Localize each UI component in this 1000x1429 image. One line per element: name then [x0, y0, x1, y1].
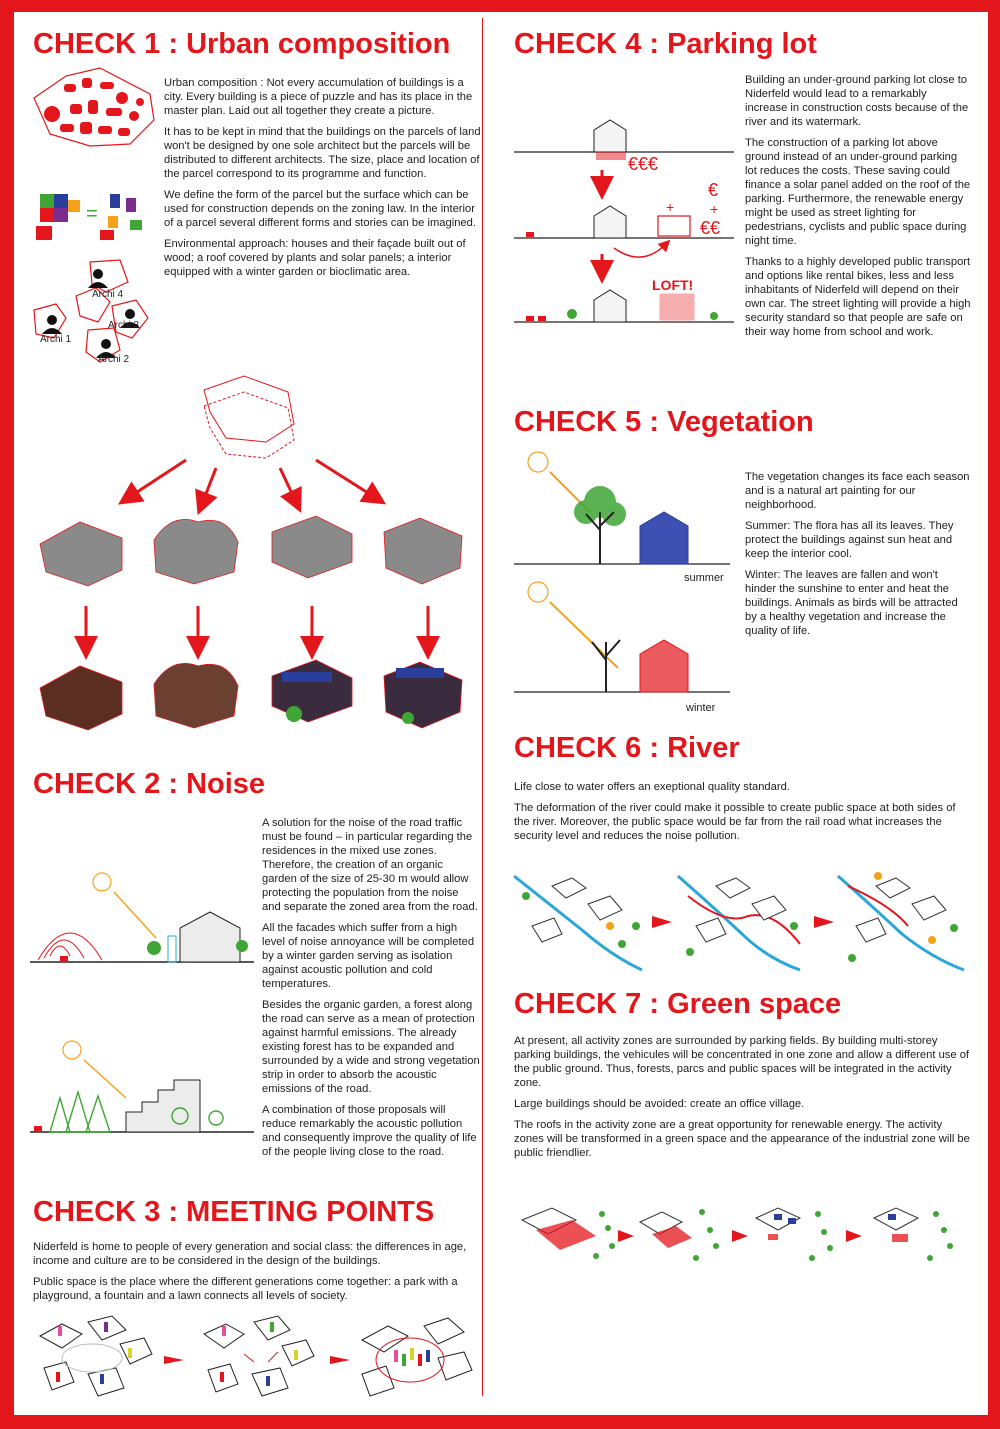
- check2-paragraph: Besides the organic garden, a forest along the road can serve as a mean of protection against harmful emissions. The already existing forest has to be expanded and surrounded by a wide and strong vegetation strip in order to absorb the acoustic emissions of the road.: [262, 999, 480, 1095]
- check6-paragraph: Life close to water offers an exeptional quality standard.: [514, 781, 790, 793]
- check5-paragraph: The vegetation changes its face each season and is a natural art painting for our neighborhood.: [745, 471, 970, 511]
- river-diagram: [512, 866, 974, 978]
- check1-paragraph: Environmental approach: houses and their façade built out of wood; a roof covered by plants and solar panels; a interior equipped with a winter garden or bioclimatic area.: [164, 238, 466, 278]
- building-volume-diagram: [26, 372, 476, 754]
- check1-paragraph: We define the form of the parcel but the surface which can be used for construction depends on the zoning law. In the interior of a parcel several different forms and stories can be imagined.: [164, 189, 476, 229]
- check6-text: [514, 780, 970, 850]
- check7-paragraph: Large buildings should be avoided: create an office village.: [514, 1098, 805, 1110]
- check3-paragraph: Public space is the place where the different generations come together: a park with a playground, a fountain and a lawn connects all levels of society.: [33, 1276, 458, 1302]
- meeting-points-diagram: [32, 1312, 478, 1402]
- vegetation-diagram: [514, 446, 730, 696]
- check4-title: CHECK 4 : Parking lot: [514, 28, 817, 60]
- archi-label: Archi 4: [92, 289, 124, 300]
- check5-paragraph: Summer: The flora has all its leaves. They protect the buildings against sun heat and keep the interior cool.: [745, 520, 954, 560]
- plus-label: +: [666, 199, 675, 215]
- check1-text: [164, 76, 482, 286]
- check4-paragraph: The construction of a parking lot above ground instead of an under-ground parking lot reduces the costs. These saving could finance a solar panel added on the roof of the parking. Furthermore, the renewable energy might be used as street lighting for pedestrians, cyclists and public space during night time.: [745, 137, 971, 247]
- green-space-diagram: [512, 1200, 974, 1272]
- check5-paragraph: Winter: The leaves are fallen and won't hinder the sunshine to enter and heat the buildings. Animals as birds will be attracted by a healthy vegetation and increase the quality of life.: [745, 569, 958, 637]
- check3-text: [33, 1240, 475, 1310]
- check3-title: CHECK 3 : MEETING POINTS: [33, 1196, 435, 1228]
- architects-figure: [30, 258, 156, 366]
- check4-paragraph: Building an under-ground parking lot close to Niderfeld would lead to a remarkably increase in construction costs because of the river and its watermark.: [745, 74, 969, 128]
- check1-paragraph: Urban composition : Not every accumulation of buildings is a city. Every building is a piece of puzzle and has its place in the master plan. Laid out all together they create a picture.: [164, 77, 473, 117]
- check7-text: [514, 1034, 970, 1167]
- loft-label: LOFT!: [652, 277, 694, 293]
- check2-text: [262, 816, 480, 1166]
- check1-paragraph: It has to be kept in mind that the buildings on the parcels of land won't be designed by one sole architect but the parcels will be distributed to different architects. The size, place and location of the parcel correspond to its programme and function.: [164, 126, 481, 180]
- check2-title: CHECK 2 : Noise: [33, 768, 266, 800]
- archi-label: Archi 1: [40, 334, 72, 345]
- euro-1-label: €: [708, 180, 719, 200]
- check2-paragraph: A combination of those proposals will reduce remarkably the acoustic pollution and consequently improve the quality of life of the people living close to the road.: [262, 1104, 477, 1158]
- euro-2-label: €€: [700, 218, 721, 238]
- noise-garden-figure: [30, 866, 254, 970]
- check6-paragraph: The deformation of the river could make it possible to create public space at both sides of the river. Moreover, the public space would be far from the rail road what increases the security level and reduces the noise pollution.: [514, 802, 956, 842]
- plus-label: +: [710, 201, 719, 217]
- check7-paragraph: At present, all activity zones are surrounded by parking fields. By building multi-storey parking buildings, the vehicules will be concentrated in one zone and allow a different use of the public ground. Thus, forests, parcs and public spaces will be integrated in the activity zone.: [514, 1035, 970, 1089]
- column-divider: [482, 18, 483, 1396]
- check2-paragraph: A solution for the noise of the road traffic must be found – in particular regarding the residences in the mixed use zones. Therefore, the creation of an organic garden of the size of 25-30 m would allow protecting the population from the noise and separate the zoned area from the road.: [262, 817, 478, 913]
- archi-label: Archi 3: [108, 320, 140, 331]
- archi-label: Archi 2: [98, 354, 130, 365]
- check7-paragraph: The roofs in the activity zone are a great opportunity for renewable energy. The activity zones will be transformed in a green space and the appearance of the industrial zone will be public friendlier.: [514, 1119, 970, 1159]
- svg-text:=: =: [86, 203, 98, 225]
- summer-label: summer: [684, 572, 724, 584]
- puzzle-figure: [34, 190, 150, 244]
- parking-lot-diagram: [514, 112, 734, 328]
- check6-title: CHECK 6 : River: [514, 732, 740, 764]
- check7-title: CHECK 7 : Green space: [514, 988, 842, 1020]
- check5-text: [745, 470, 971, 645]
- check2-paragraph: All the facades which suffer from a high level of noise annoyance will be completed by a winter garden serving as isolation against acoustic pollution and cold temperatures.: [262, 922, 475, 990]
- euro-3-label: €€€: [628, 154, 659, 174]
- noise-forest-figure: [30, 1036, 254, 1138]
- check4-text: [745, 73, 971, 346]
- check3-paragraph: Niderfeld is home to people of every generation and social class: the differences in age, income and culture are to be considered in the design of the buildings.: [33, 1241, 467, 1267]
- masterplan-figure: [30, 64, 158, 148]
- check5-title: CHECK 5 : Vegetation: [514, 406, 814, 438]
- winter-label: winter: [686, 702, 716, 714]
- check4-paragraph: Thanks to a highly developed public transport and options like rental bikes, less and less inhabitants of Niderfeld will depend on their own car. The street lighting will provide a high security standard so that people are safe on their way home from school and work.: [745, 256, 971, 338]
- check1-title: CHECK 1 : Urban composition: [33, 28, 451, 60]
